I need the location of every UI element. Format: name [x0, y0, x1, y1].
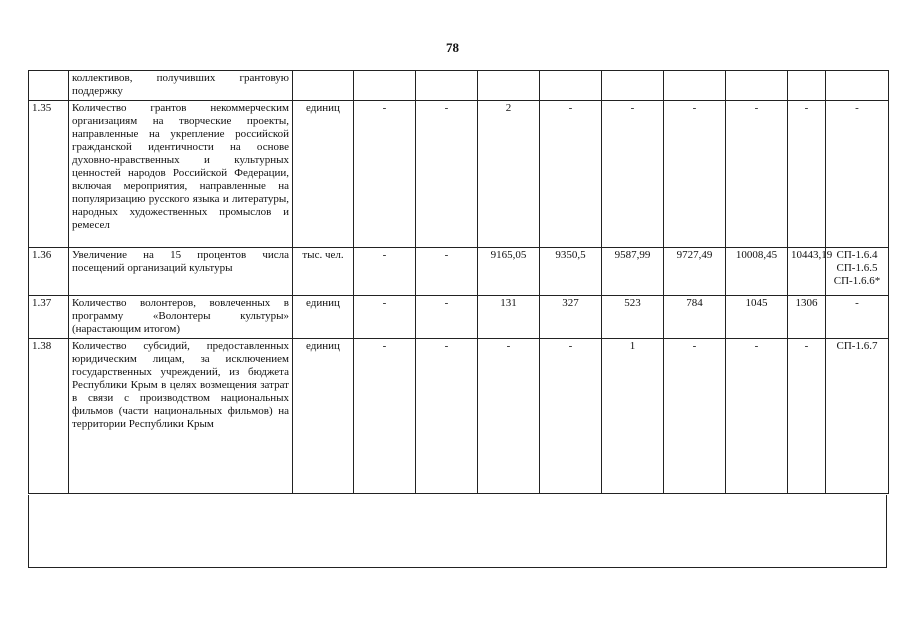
row-value: 131: [478, 296, 540, 339]
row-value: -: [354, 296, 416, 339]
row-unit: [293, 71, 354, 101]
row-value: 9350,5: [540, 248, 602, 296]
row-codes: [826, 296, 889, 339]
row-value: -: [416, 339, 478, 494]
row-value: 10008,45: [726, 248, 788, 296]
indicators-table-body: [29, 71, 889, 494]
row-codes: [826, 101, 889, 248]
code-line: -: [855, 297, 859, 309]
row-value: -: [664, 101, 726, 248]
row-number: 1.38: [29, 339, 69, 494]
table-row: [29, 101, 889, 248]
row-value: 9165,05: [478, 248, 540, 296]
row-value: [664, 71, 726, 101]
row-number: 1.36: [29, 248, 69, 296]
row-value: [416, 71, 478, 101]
row-description: коллективов, получивших грантовую поддержку: [69, 71, 293, 101]
row-value: 784: [664, 296, 726, 339]
row-value: -: [788, 339, 826, 494]
row-value: 10443,19: [788, 248, 826, 296]
row-value: 2: [478, 101, 540, 248]
code-line: СП-1.6.5: [836, 262, 878, 274]
empty-footer-box: [28, 495, 887, 568]
row-value: 523: [602, 296, 664, 339]
row-value: -: [788, 101, 826, 248]
row-value: 9727,49: [664, 248, 726, 296]
row-value: [726, 71, 788, 101]
row-value: 1045: [726, 296, 788, 339]
code-line: СП-1.6.4: [836, 249, 878, 261]
row-value: 1: [602, 339, 664, 494]
row-description: Количество грантов некоммерческим организациям на творческие проекты, направленные на укрепление российской гражданской идентичности на основе духовно-нравственных и культурных ценностей народов Российской Федерации, включая мероприятия, направленные на популяризацию русского языка и литературы, народных художественных промыслов и ремесел: [69, 101, 293, 248]
row-unit: единиц: [293, 339, 354, 494]
row-value: -: [726, 101, 788, 248]
row-value: 1306: [788, 296, 826, 339]
table-row: [29, 296, 889, 339]
row-unit: тыс. чел.: [293, 248, 354, 296]
row-codes: [826, 71, 889, 101]
row-value: 327: [540, 296, 602, 339]
table-row: [29, 71, 889, 101]
row-value: [478, 71, 540, 101]
row-value: -: [416, 296, 478, 339]
row-value: -: [354, 339, 416, 494]
row-value: -: [478, 339, 540, 494]
row-value: [602, 71, 664, 101]
row-description: Количество субсидий, предоставленных юридическим лицам, за исключением государственных учреждений, из бюджета Республики Крым в целях возмещения затрат в связи с производством национальных фильмов (части национальных фильмов) на территории Республики Крым: [69, 339, 293, 494]
row-value: -: [664, 339, 726, 494]
row-unit: единиц: [293, 101, 354, 248]
row-number: 1.35: [29, 101, 69, 248]
row-number: 1.37: [29, 296, 69, 339]
row-codes: [826, 339, 889, 494]
indicators-table: [28, 70, 889, 494]
row-value: -: [602, 101, 664, 248]
row-value: 9587,99: [602, 248, 664, 296]
code-line: -: [855, 102, 859, 114]
code-line: СП-1.6.6*: [833, 275, 881, 287]
page-number: 78: [446, 40, 459, 55]
row-value: -: [416, 248, 478, 296]
row-codes: [826, 248, 889, 296]
row-value: [354, 71, 416, 101]
row-value: [788, 71, 826, 101]
row-value: -: [540, 339, 602, 494]
row-value: -: [540, 101, 602, 248]
row-value: -: [416, 101, 478, 248]
table-row: [29, 248, 889, 296]
row-value: -: [726, 339, 788, 494]
row-description: Увеличение на 15 процентов числа посещений организаций культуры: [69, 248, 293, 296]
code-line: СП-1.6.7: [836, 340, 878, 352]
row-value: -: [354, 101, 416, 248]
row-value: -: [354, 248, 416, 296]
row-description: Количество волонтеров, вовлеченных в программу «Волонтеры культуры» (нарастающим итогом): [69, 296, 293, 339]
row-value: [540, 71, 602, 101]
row-unit: единиц: [293, 296, 354, 339]
row-number: [29, 71, 69, 101]
table-row: [29, 339, 889, 494]
